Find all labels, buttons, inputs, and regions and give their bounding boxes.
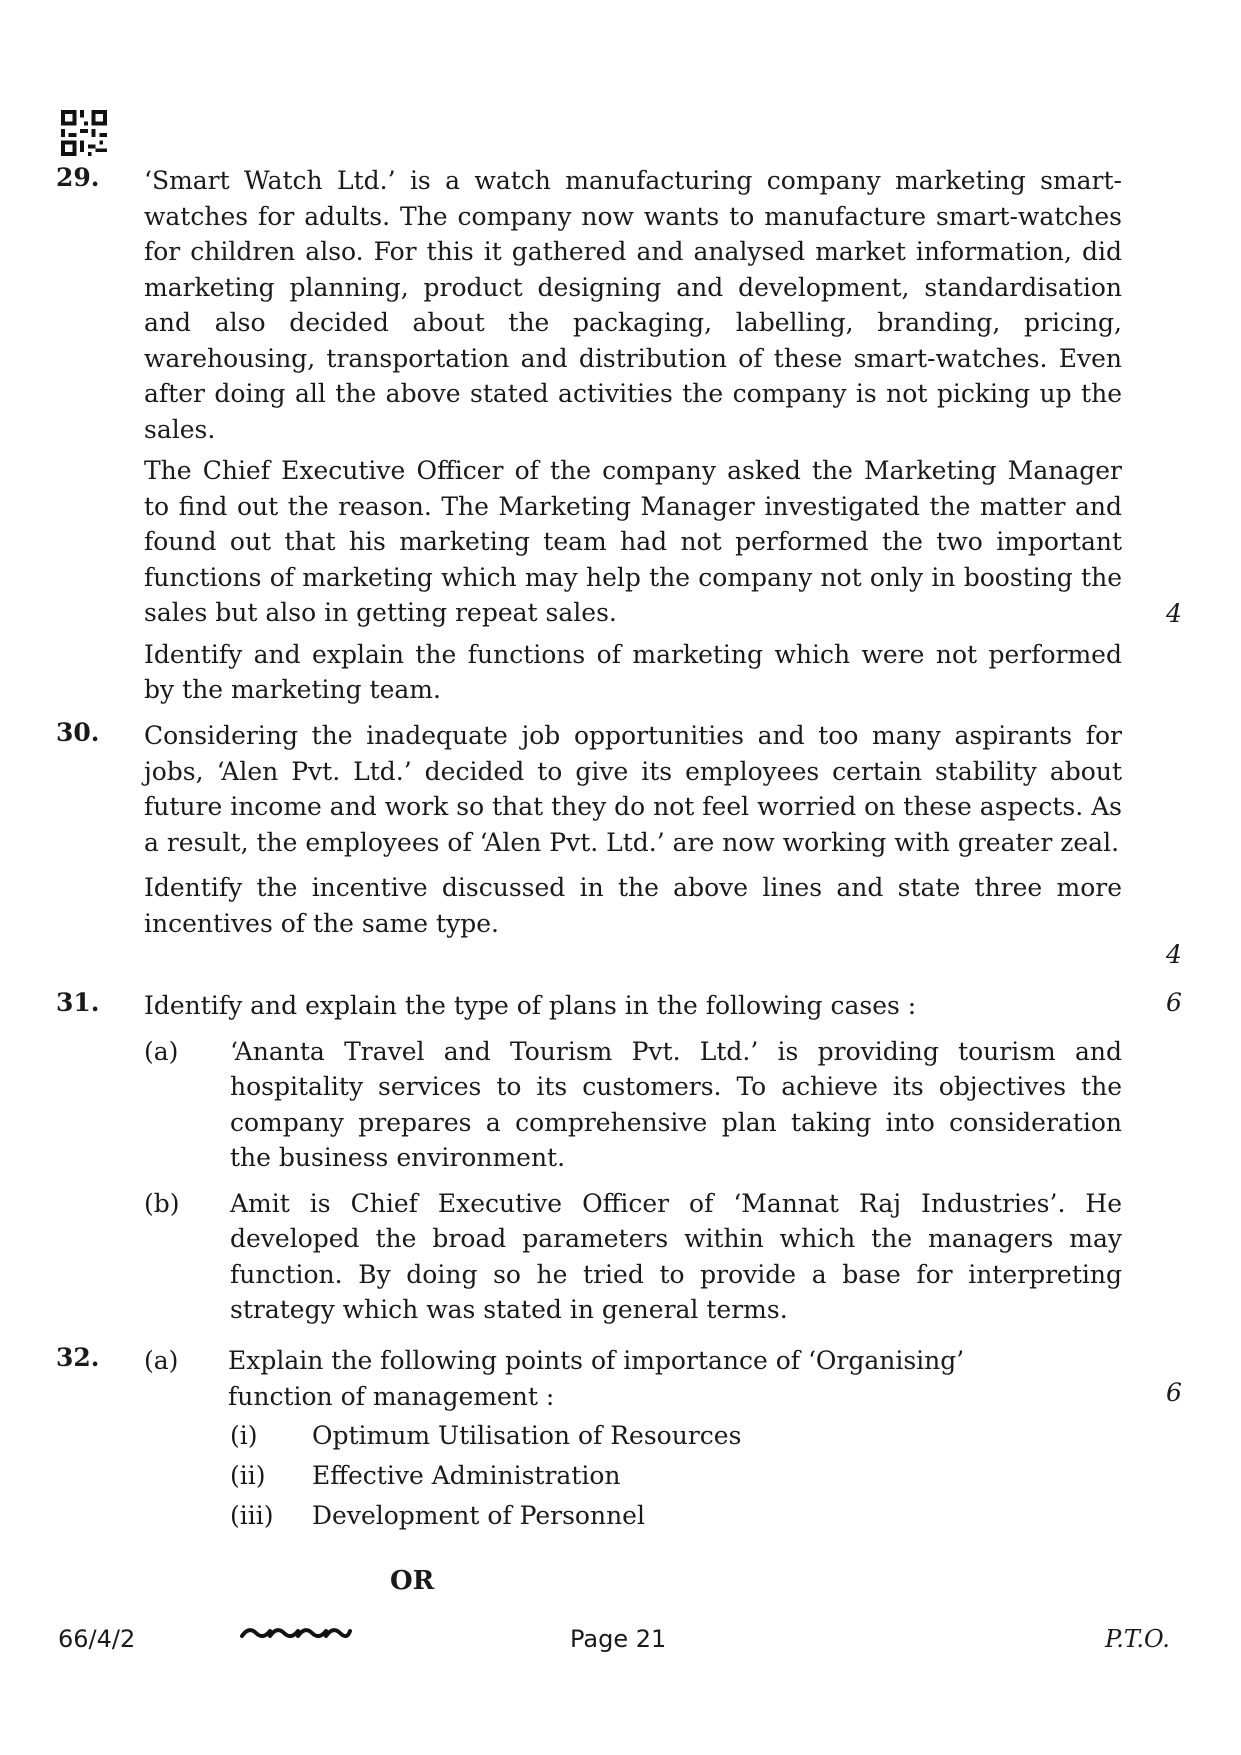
question-29 — [56, 163, 1186, 714]
list-item — [144, 1498, 1122, 1538]
item-label: (i) — [230, 1421, 258, 1450]
question-31 — [56, 988, 1186, 1328]
sub-text: ‘Ananta Travel and Tourism Pvt. Ltd.’ is providing tourism and hospitality services to its customers. To achieve its objectives the company prepares a comprehensive plan taking into consideration the business environment. — [230, 1036, 1122, 1172]
marks: 6 — [1166, 988, 1182, 1017]
sub-text: Explain the following points of importance of ‘Organising’ function of management : — [228, 1346, 965, 1411]
paper-code: 66/4/2 — [58, 1625, 136, 1653]
question-text: ‘Smart Watch Ltd.’ is a watch manufacturing company marketing smart-watches for adults. The company now wants to manufacture smart-watches for children also. For this it gathered and analysed market information, did marketing planning, product designing and development, standardisation and also decided about the packaging, labelling, branding, pricing, warehousing, transportation and distribution of these smart-watches. Even after doing all the above stated activities the company is not picking up the sales. — [144, 166, 1122, 444]
sub-label: (a) — [144, 1036, 179, 1066]
tilde-ornament-icon — [240, 1622, 352, 1644]
question-30 — [56, 718, 1186, 969]
question-text: Identify the incentive discussed in the above lines and state three more incentives of the same type. — [144, 873, 1122, 938]
question-text: The Chief Executive Officer of the company asked the Marketing Manager to find out the reason. The Marketing Manager investigated the matter and found out that his marketing team had not performed the two important functions of marketing which may help the company not only in boosting the sales but also in getting repeat sales. — [144, 456, 1122, 627]
question-number: 31. — [56, 988, 100, 1017]
marks: 6 — [1166, 1378, 1182, 1407]
question-32 — [56, 1343, 1186, 1538]
question-text: Identify and explain the type of plans in the following cases : — [144, 991, 917, 1020]
sub-question-b — [144, 1186, 1122, 1328]
item-text: Effective Administration — [312, 1461, 621, 1490]
marks: 4 — [1166, 599, 1182, 628]
question-number: 29. — [56, 163, 100, 192]
sub-label: (b) — [144, 1188, 180, 1218]
marks: 4 — [1166, 940, 1182, 969]
item-text: Optimum Utilisation of Resources — [312, 1421, 742, 1450]
item-text: Development of Personnel — [312, 1501, 645, 1530]
item-label: (ii) — [230, 1461, 266, 1490]
qr-code-icon — [60, 110, 108, 156]
question-number: 30. — [56, 718, 100, 747]
question-text: Considering the inadequate job opportunities and too many aspirants for jobs, ‘Alen Pvt. Ltd.’ decided to give its employees certain stability about future income and work so that they do not feel worried on these aspects. As a result, the employees of ‘Alen Pvt. Ltd.’ are now working with greater zeal. — [144, 721, 1122, 857]
pto-label: P.T.O. — [1105, 1625, 1170, 1653]
list-item — [144, 1458, 1122, 1498]
or-separator: OR — [390, 1566, 435, 1596]
list-item — [144, 1418, 1122, 1458]
page-number: Page 21 — [570, 1625, 667, 1653]
sub-question-a — [144, 1034, 1122, 1176]
sub-text: Amit is Chief Executive Officer of ‘Mannat Raj Industries’. He developed the broad parameters within which the managers may function. By doing so he tried to provide a base for interpreting strategy which was stated in general terms. — [230, 1188, 1122, 1324]
sub-label: (a) — [144, 1346, 179, 1375]
question-text: Identify and explain the functions of marketing which were not performed by the marketing team. — [144, 639, 1122, 704]
sub-question-a — [144, 1343, 1122, 1414]
item-label: (iii) — [230, 1501, 274, 1530]
question-number: 32. — [56, 1343, 100, 1372]
